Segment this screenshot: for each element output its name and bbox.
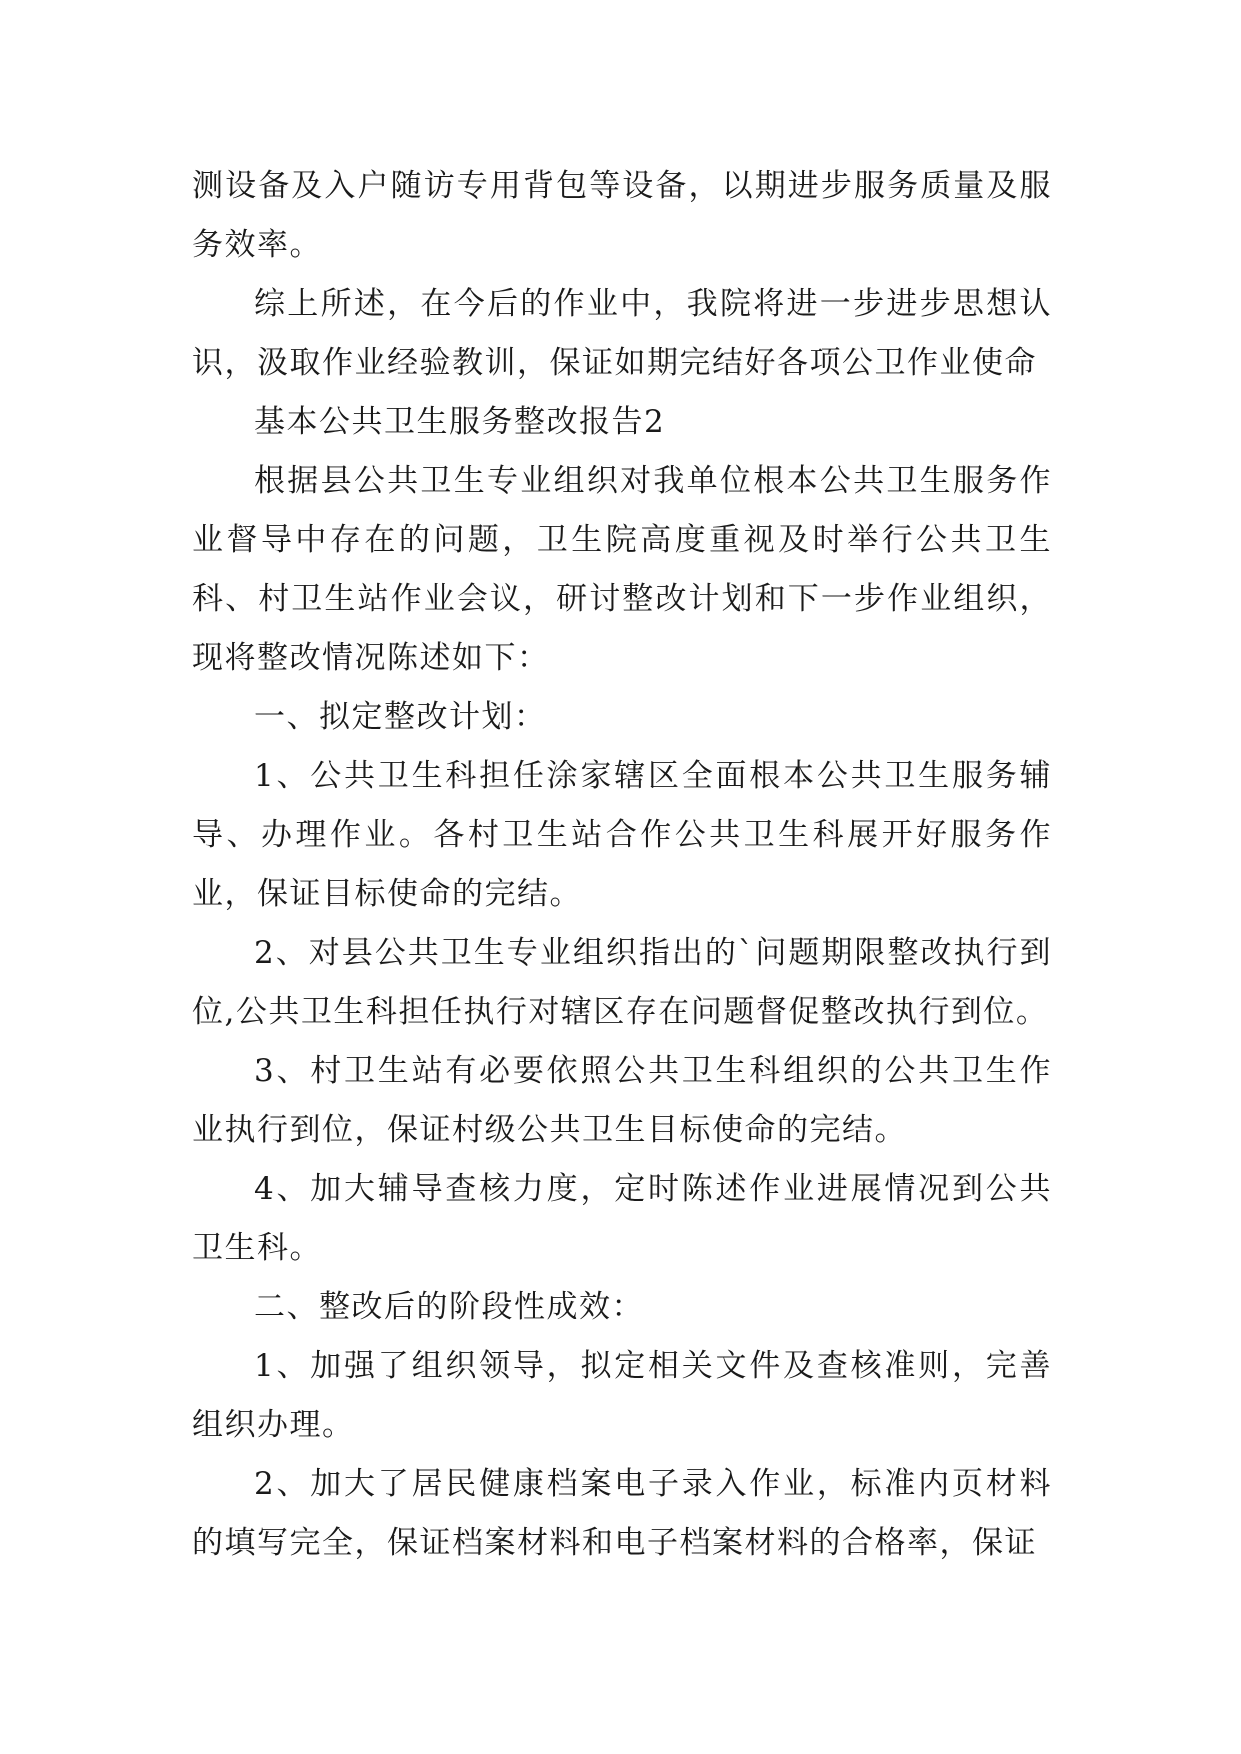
report-title: 基本公共卫生服务整改报告2 [254, 404, 666, 440]
result-item-2: 2、加大了居民健康档案电子录入作业，标准内页材料的填写完全，保证档案材料和电子档案材料的合格率，保证 [192, 1466, 1052, 1561]
document-body [192, 157, 1052, 1573]
paragraph-summary: 综上所述，在今后的作业中，我院将进一步进步思想认识，汲取作业经验教训，保证如期完结好各项公卫作业使命 [192, 286, 1052, 381]
plan-item-3: 3、村卫生站有必要依照公共卫生科组织的公共卫生作业执行到位，保证村级公共卫生目标使命的完结。 [192, 1053, 1052, 1148]
paragraph-continuation: 测设备及入户随访专用背包等设备，以期进步服务质量及服务效率。 [192, 168, 1052, 263]
section-heading-results: 二、整改后的阶段性成效： [254, 1289, 644, 1325]
plan-item-1: 1、公共卫生科担任涂家辖区全面根本公共卫生服务辅导、办理作业。各村卫生站合作公共卫生科展开好服务作业，保证目标使命的完结。 [192, 758, 1052, 912]
plan-item-4: 4、加大辅导查核力度，定时陈述作业进展情况到公共卫生科。 [192, 1171, 1052, 1266]
paragraph-intro: 根据县公共卫生专业组织对我单位根本公共卫生服务作业督导中存在的问题，卫生院高度重视及时举行公共卫生科、村卫生站作业会议，研讨整改计划和下一步作业组织，现将整改情况陈述如下： [192, 463, 1052, 676]
section-heading-plan: 一、拟定整改计划： [254, 699, 547, 735]
plan-item-2: 2、对县公共卫生专业组织指出的`问题期限整改执行到位,公共卫生科担任执行对辖区存在问题督促整改执行到位。 [192, 935, 1052, 1030]
result-item-1: 1、加强了组织领导，拟定相关文件及查核准则，完善组织办理。 [192, 1348, 1052, 1443]
